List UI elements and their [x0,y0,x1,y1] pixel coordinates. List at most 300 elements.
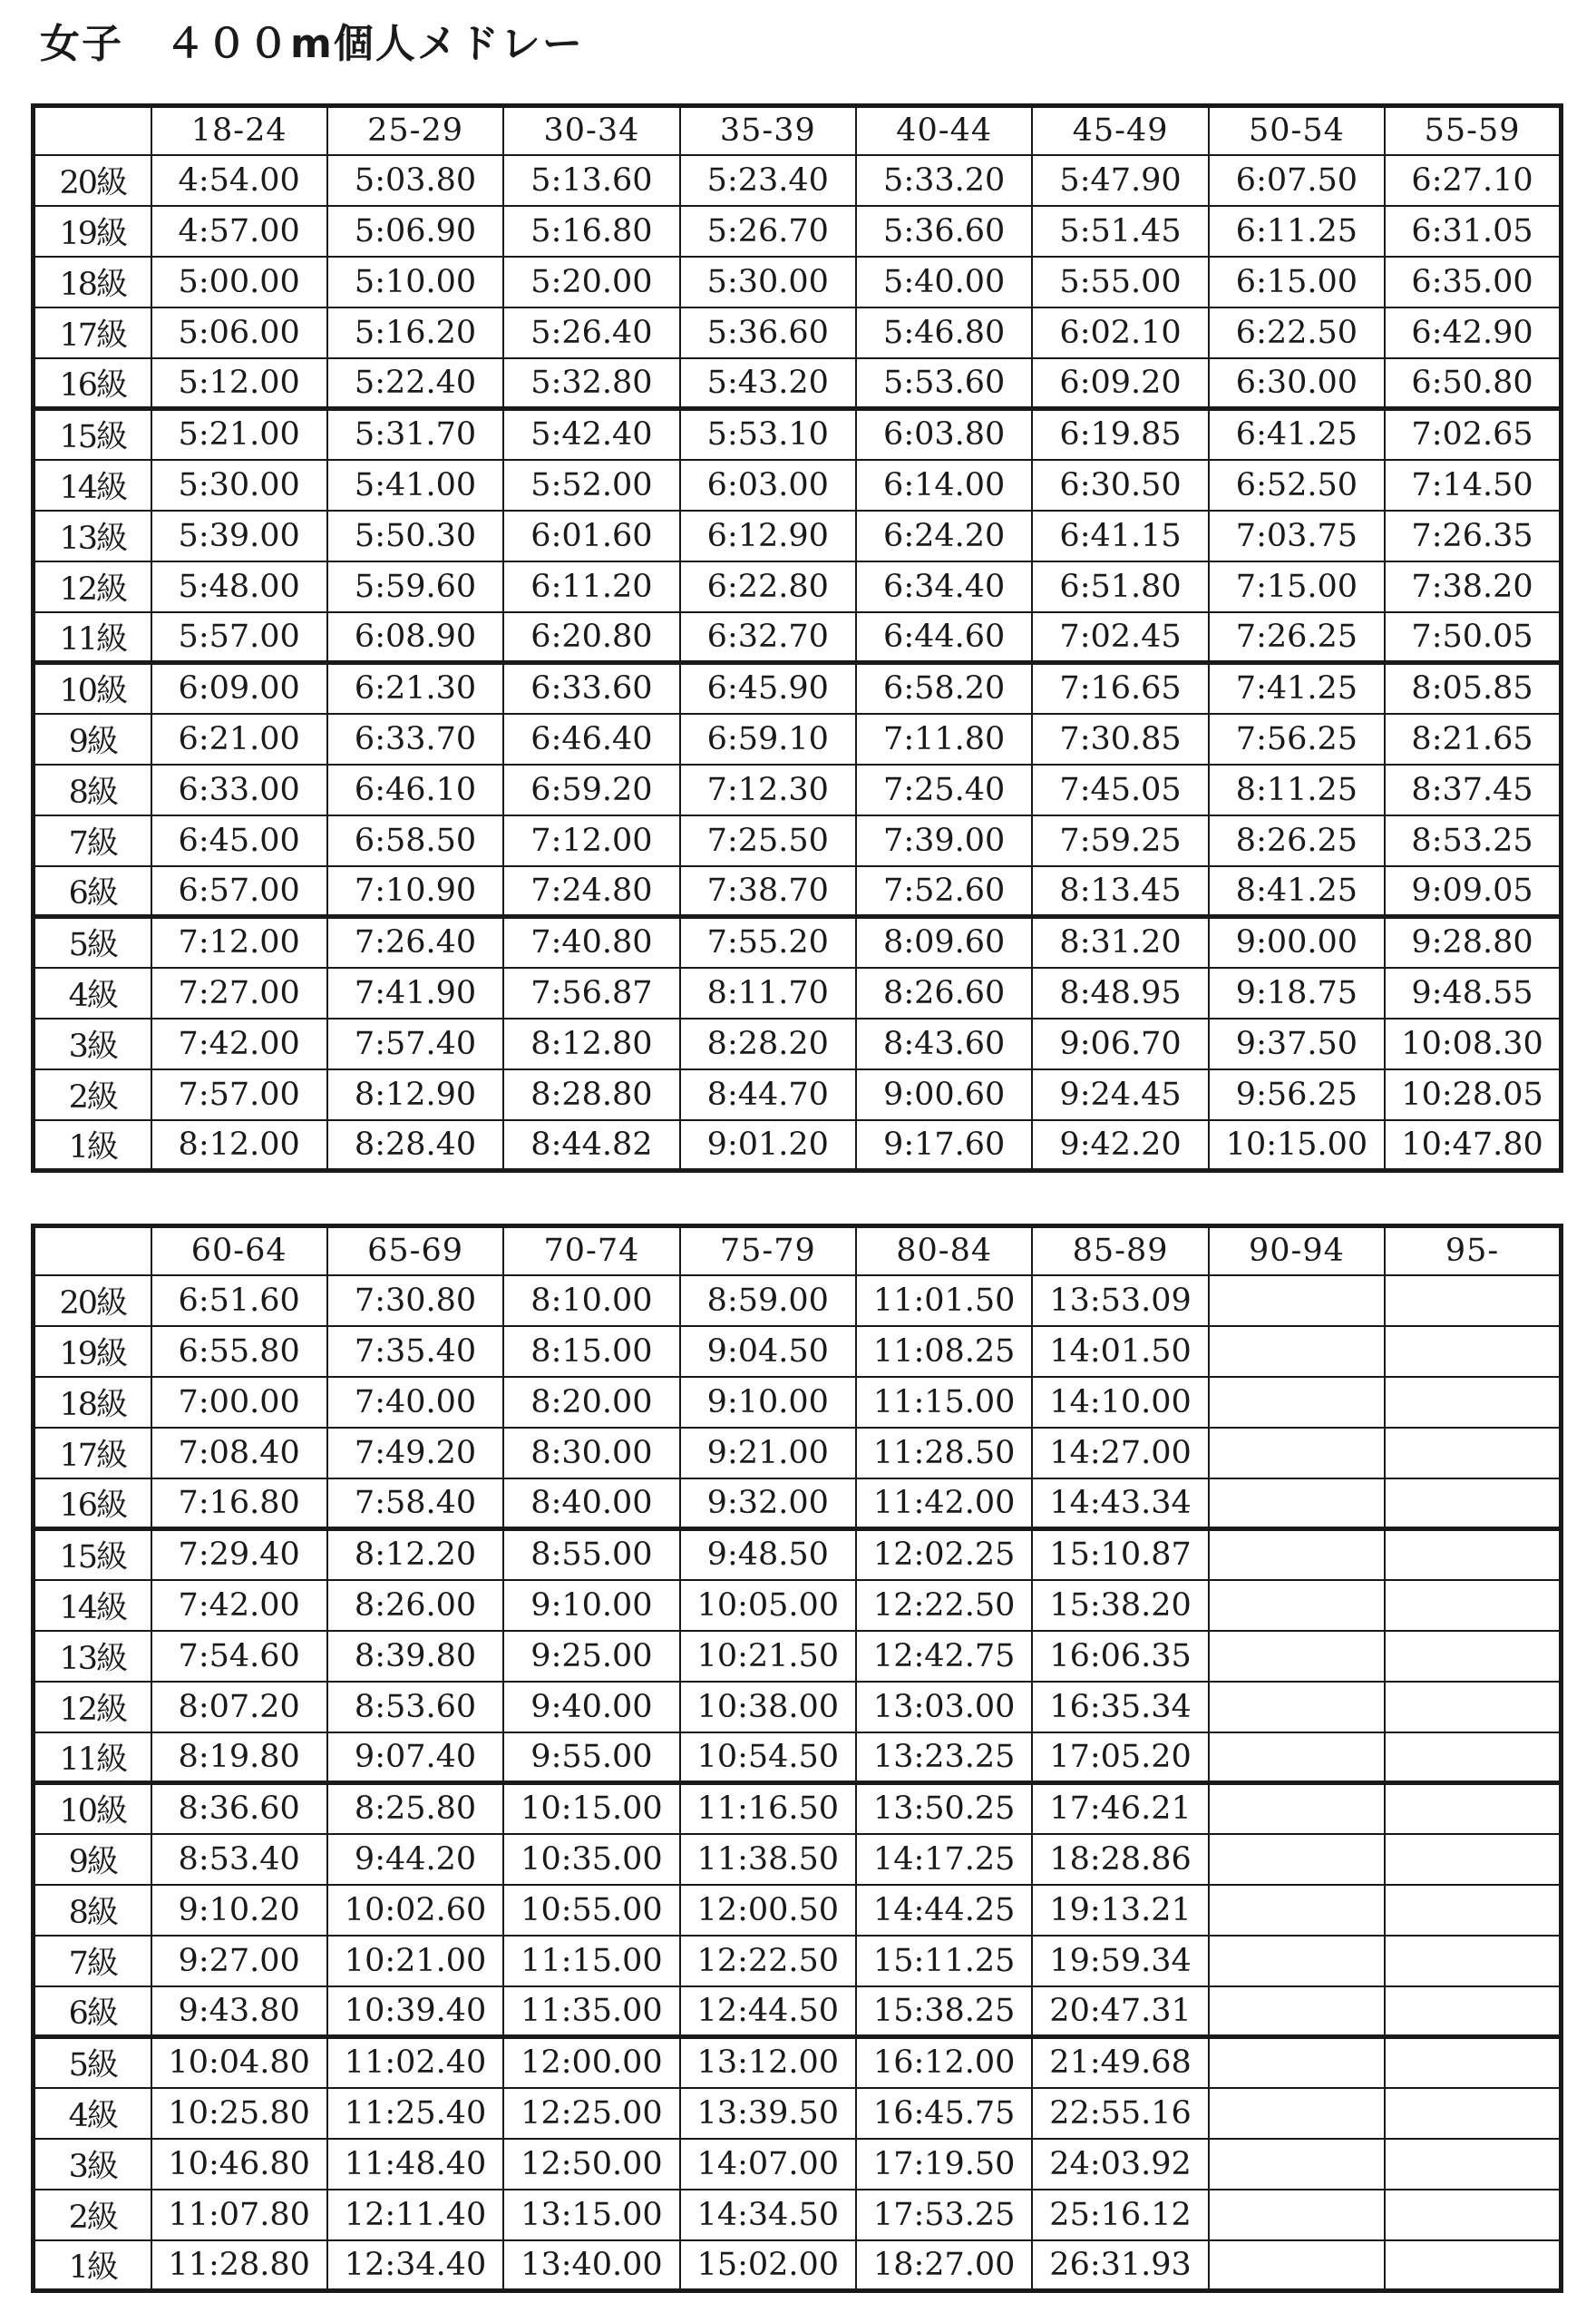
time-cell: 7:03.75 [1209,511,1385,561]
time-cell: 8:19.80 [151,1732,327,1783]
table-row [34,2240,1562,2291]
grade-label: 5級 [34,917,151,968]
time-cell: 7:27.00 [151,968,327,1019]
time-cell: 10:46.80 [151,2139,327,2190]
time-cell [1385,1936,1561,1986]
grade-label: 7級 [34,1936,151,1986]
time-cell: 9:27.00 [151,1936,327,1986]
time-cell: 7:16.65 [1032,663,1208,714]
grade-label: 17級 [34,1428,151,1478]
time-cell: 7:40.00 [327,1377,503,1428]
time-cell: 5:10.00 [327,257,503,307]
time-cell: 6:08.90 [327,612,503,663]
time-cell: 10:15.00 [1209,1120,1385,1171]
table-row [34,1428,1562,1478]
time-cell: 6:14.00 [856,460,1032,511]
time-cell: 11:15.00 [503,1936,679,1986]
time-cell: 6:51.80 [1032,561,1208,612]
time-cell: 8:25.80 [327,1783,503,1834]
time-cell: 6:52.50 [1209,460,1385,511]
time-cell: 5:53.60 [856,358,1032,409]
time-cell: 9:04.50 [680,1326,856,1377]
table-row [34,511,1562,561]
time-cell: 7:59.25 [1032,815,1208,866]
time-cell [1385,1275,1561,1326]
time-cell [1209,1428,1385,1478]
table-row [34,917,1562,968]
table-row [34,1377,1562,1428]
time-cell: 7:11.80 [856,714,1032,765]
time-cell [1385,1732,1561,1783]
time-cell: 26:31.93 [1032,2240,1208,2291]
grade-label: 14級 [34,1580,151,1631]
time-cell: 14:07.00 [680,2139,856,2190]
time-cell: 6:41.25 [1209,409,1385,460]
time-cell: 9:48.55 [1385,968,1561,1019]
time-cell: 8:44.70 [680,1069,856,1120]
table-row [34,307,1562,358]
table-row [34,968,1562,1019]
table-row [34,1986,1562,2037]
time-cell: 12:50.00 [503,2139,679,2190]
time-cell [1209,2240,1385,2291]
time-cell: 13:23.25 [856,1732,1032,1783]
time-cell: 6:33.70 [327,714,503,765]
time-cell: 10:08.30 [1385,1019,1561,1069]
time-cell [1209,2190,1385,2240]
time-cell: 7:50.05 [1385,612,1561,663]
table-row [34,1783,1562,1834]
time-cell: 11:08.25 [856,1326,1032,1377]
time-cell: 5:32.80 [503,358,679,409]
time-cell: 11:25.40 [327,2088,503,2139]
table-row [34,2088,1562,2139]
age-group-header: 80-84 [856,1226,1032,1275]
grade-table-ages-18-59 [31,103,1563,1173]
table-row [34,663,1562,714]
time-cell: 10:47.80 [1385,1120,1561,1171]
time-cell: 15:38.25 [856,1986,1032,2037]
time-cell: 12:42.75 [856,1631,1032,1682]
table-row [34,206,1562,257]
time-cell: 8:28.80 [503,1069,679,1120]
time-cell: 12:34.40 [327,2240,503,2291]
grade-label: 16級 [34,358,151,409]
time-cell: 9:42.20 [1032,1120,1208,1171]
time-cell: 12:25.00 [503,2088,679,2139]
time-cell [1209,1834,1385,1885]
time-cell [1209,1529,1385,1580]
time-cell: 8:11.25 [1209,765,1385,815]
age-group-header: 85-89 [1032,1226,1208,1275]
grade-label: 11級 [34,1732,151,1783]
time-cell [1209,2037,1385,2088]
table-row [34,1275,1562,1326]
time-cell: 10:28.05 [1385,1069,1561,1120]
time-cell: 7:42.00 [151,1580,327,1631]
time-cell: 5:22.40 [327,358,503,409]
time-cell: 6:12.90 [680,511,856,561]
time-cell: 5:06.90 [327,206,503,257]
time-cell: 14:34.50 [680,2190,856,2240]
age-group-header: 55-59 [1385,106,1561,155]
time-cell: 8:12.80 [503,1019,679,1069]
time-cell: 5:51.45 [1032,206,1208,257]
time-cell: 17:53.25 [856,2190,1032,2240]
time-cell: 5:03.80 [327,155,503,206]
time-cell [1209,1580,1385,1631]
grade-label: 4級 [34,2088,151,2139]
time-cell: 15:02.00 [680,2240,856,2291]
time-cell: 9:00.60 [856,1069,1032,1120]
age-group-header: 30-34 [503,106,679,155]
time-cell: 6:42.90 [1385,307,1561,358]
time-cell: 20:47.31 [1032,1986,1208,2037]
time-cell: 10:21.50 [680,1631,856,1682]
time-cell: 11:48.40 [327,2139,503,2190]
grade-label: 20級 [34,1275,151,1326]
grade-label: 16級 [34,1478,151,1529]
grade-label: 13級 [34,1631,151,1682]
grade-label: 15級 [34,1529,151,1580]
time-cell: 18:28.86 [1032,1834,1208,1885]
time-cell: 6:45.90 [680,663,856,714]
time-cell: 9:32.00 [680,1478,856,1529]
time-cell: 7:12.30 [680,765,856,815]
time-cell: 5:26.40 [503,307,679,358]
time-cell: 5:00.00 [151,257,327,307]
time-cell: 17:46.21 [1032,1783,1208,1834]
time-cell: 13:15.00 [503,2190,679,2240]
time-cell [1209,1326,1385,1377]
table-row [34,1120,1562,1171]
time-cell: 4:57.00 [151,206,327,257]
time-cell [1385,1428,1561,1478]
time-cell [1209,1631,1385,1682]
time-cell: 10:05.00 [680,1580,856,1631]
time-cell: 7:56.25 [1209,714,1385,765]
time-cell: 9:17.60 [856,1120,1032,1171]
table-row [34,358,1562,409]
time-cell: 10:21.00 [327,1936,503,1986]
time-cell: 9:01.20 [680,1120,856,1171]
time-cell: 5:39.00 [151,511,327,561]
time-cell: 9:28.80 [1385,917,1561,968]
table-row [34,1682,1562,1732]
time-cell: 5:16.20 [327,307,503,358]
time-cell: 12:02.25 [856,1529,1032,1580]
grade-label: 19級 [34,206,151,257]
time-cell: 7:49.20 [327,1428,503,1478]
time-cell [1385,1783,1561,1834]
time-cell: 9:00.00 [1209,917,1385,968]
time-cell: 5:52.00 [503,460,679,511]
time-cell: 8:13.45 [1032,866,1208,917]
time-cell [1385,2240,1561,2291]
time-cell: 7:10.90 [327,866,503,917]
time-cell: 8:37.45 [1385,765,1561,815]
time-cell: 8:12.00 [151,1120,327,1171]
time-cell: 8:55.00 [503,1529,679,1580]
time-cell: 6:27.10 [1385,155,1561,206]
time-cell: 6:59.20 [503,765,679,815]
time-cell: 7:26.40 [327,917,503,968]
time-cell: 8:20.00 [503,1377,679,1428]
time-cell: 9:09.05 [1385,866,1561,917]
time-cell: 11:01.50 [856,1275,1032,1326]
time-cell: 7:56.87 [503,968,679,1019]
time-cell: 11:35.00 [503,1986,679,2037]
time-cell: 12:22.50 [680,1936,856,1986]
time-cell: 7:41.25 [1209,663,1385,714]
time-cell: 7:25.50 [680,815,856,866]
time-cell [1385,2190,1561,2240]
time-cell: 5:30.00 [680,257,856,307]
time-cell: 13:50.25 [856,1783,1032,1834]
time-cell [1209,1682,1385,1732]
time-cell: 12:44.50 [680,1986,856,2037]
time-cell: 8:53.25 [1385,815,1561,866]
time-cell: 10:54.50 [680,1732,856,1783]
grade-label: 9級 [34,714,151,765]
time-cell: 7:45.05 [1032,765,1208,815]
time-cell: 14:01.50 [1032,1326,1208,1377]
time-cell: 11:38.50 [680,1834,856,1885]
time-cell: 7:41.90 [327,968,503,1019]
time-cell: 16:45.75 [856,2088,1032,2139]
table-row [34,1580,1562,1631]
time-cell: 8:12.90 [327,1069,503,1120]
time-cell: 6:32.70 [680,612,856,663]
grade-label: 7級 [34,815,151,866]
time-cell: 13:03.00 [856,1682,1032,1732]
grade-label: 10級 [34,663,151,714]
time-cell: 10:25.80 [151,2088,327,2139]
age-group-header: 70-74 [503,1226,679,1275]
grade-table-ages-60-plus [31,1224,1563,2293]
table-row [34,460,1562,511]
time-cell: 10:15.00 [503,1783,679,1834]
table-row [34,1529,1562,1580]
time-cell: 17:19.50 [856,2139,1032,2190]
time-cell: 11:16.50 [680,1783,856,1834]
table-row [34,409,1562,460]
time-cell: 11:02.40 [327,2037,503,2088]
time-cell: 10:35.00 [503,1834,679,1885]
time-cell: 16:35.34 [1032,1682,1208,1732]
time-cell: 8:05.85 [1385,663,1561,714]
time-cell: 5:21.00 [151,409,327,460]
time-cell: 6:46.10 [327,765,503,815]
time-cell: 5:16.80 [503,206,679,257]
time-cell: 5:13.60 [503,155,679,206]
time-cell: 6:03.00 [680,460,856,511]
time-cell: 7:12.00 [503,815,679,866]
time-cell: 9:21.00 [680,1428,856,1478]
time-cell: 7:02.45 [1032,612,1208,663]
table-row [34,612,1562,663]
table-row [34,2190,1562,2240]
page-title: 女子 ４００m個人メドレー [40,21,584,67]
grade-label: 20級 [34,155,151,206]
time-cell: 11:28.50 [856,1428,1032,1478]
grade-label: 12級 [34,561,151,612]
time-cell: 6:57.00 [151,866,327,917]
time-cell: 7:24.80 [503,866,679,917]
time-cell: 5:57.00 [151,612,327,663]
grade-label: 3級 [34,2139,151,2190]
time-cell: 6:15.00 [1209,257,1385,307]
time-cell: 7:08.40 [151,1428,327,1478]
time-cell: 7:52.60 [856,866,1032,917]
time-cell [1385,1682,1561,1732]
time-cell: 9:10.00 [680,1377,856,1428]
age-group-header: 35-39 [680,106,856,155]
time-cell: 5:33.20 [856,155,1032,206]
table-row [34,2139,1562,2190]
time-cell: 7:38.20 [1385,561,1561,612]
grade-label: 3級 [34,1019,151,1069]
table-row [34,1885,1562,1936]
time-cell: 11:42.00 [856,1478,1032,1529]
time-cell: 8:36.60 [151,1783,327,1834]
table-row [34,1732,1562,1783]
time-cell: 14:10.00 [1032,1377,1208,1428]
time-cell: 8:48.95 [1032,968,1208,1019]
time-cell: 6:21.00 [151,714,327,765]
grade-label: 2級 [34,2190,151,2240]
time-cell: 6:02.10 [1032,307,1208,358]
time-cell: 5:20.00 [503,257,679,307]
time-cell: 5:55.00 [1032,257,1208,307]
time-cell: 6:20.80 [503,612,679,663]
time-cell: 18:27.00 [856,2240,1032,2291]
time-cell: 15:38.20 [1032,1580,1208,1631]
grade-label: 5級 [34,2037,151,2088]
time-cell: 6:07.50 [1209,155,1385,206]
time-cell [1209,1377,1385,1428]
time-cell: 8:26.60 [856,968,1032,1019]
time-cell: 7:25.40 [856,765,1032,815]
time-cell: 9:55.00 [503,1732,679,1783]
header-row [34,106,1562,155]
grade-label: 1級 [34,2240,151,2291]
time-cell: 9:48.50 [680,1529,856,1580]
time-cell: 16:06.35 [1032,1631,1208,1682]
table-row [34,257,1562,307]
time-cell: 5:26.70 [680,206,856,257]
time-cell: 12:00.00 [503,2037,679,2088]
time-cell [1385,2088,1561,2139]
time-cell: 5:59.60 [327,561,503,612]
time-cell: 10:04.80 [151,2037,327,2088]
time-cell: 8:43.60 [856,1019,1032,1069]
time-cell: 6:59.10 [680,714,856,765]
grade-label: 2級 [34,1069,151,1120]
time-cell: 8:26.25 [1209,815,1385,866]
time-cell: 7:57.00 [151,1069,327,1120]
time-cell: 5:50.30 [327,511,503,561]
time-cell: 8:09.60 [856,917,1032,968]
time-cell: 8:15.00 [503,1326,679,1377]
time-cell: 5:12.00 [151,358,327,409]
time-cell: 6:30.50 [1032,460,1208,511]
time-cell: 7:57.40 [327,1019,503,1069]
time-cell: 6:44.60 [856,612,1032,663]
time-cell: 8:44.82 [503,1120,679,1171]
time-cell [1209,1936,1385,1986]
time-cell [1385,2139,1561,2190]
time-cell: 6:09.00 [151,663,327,714]
time-cell [1385,1631,1561,1682]
time-cell [1209,1885,1385,1936]
time-cell: 17:05.20 [1032,1732,1208,1783]
time-cell: 7:00.00 [151,1377,327,1428]
grade-label: 9級 [34,1834,151,1885]
time-cell: 7:39.00 [856,815,1032,866]
time-cell: 22:55.16 [1032,2088,1208,2139]
time-cell [1209,1986,1385,2037]
time-cell: 8:10.00 [503,1275,679,1326]
time-cell: 7:29.40 [151,1529,327,1580]
corner-cell [34,1226,151,1275]
time-cell: 5:30.00 [151,460,327,511]
time-cell: 7:26.35 [1385,511,1561,561]
age-group-header: 65-69 [327,1226,503,1275]
time-cell: 8:40.00 [503,1478,679,1529]
time-cell: 14:17.25 [856,1834,1032,1885]
age-group-header: 60-64 [151,1226,327,1275]
time-cell: 9:40.00 [503,1682,679,1732]
time-cell: 9:18.75 [1209,968,1385,1019]
table-row [34,866,1562,917]
grade-label: 8級 [34,1885,151,1936]
time-cell: 6:55.80 [151,1326,327,1377]
grade-label: 13級 [34,511,151,561]
time-cell: 7:16.80 [151,1478,327,1529]
age-group-header: 95- [1385,1226,1561,1275]
time-cell: 9:56.25 [1209,1069,1385,1120]
time-cell: 19:13.21 [1032,1885,1208,1936]
time-cell: 6:21.30 [327,663,503,714]
time-cell: 5:31.70 [327,409,503,460]
time-cell [1385,1326,1561,1377]
time-cell: 8:53.40 [151,1834,327,1885]
time-cell [1209,1478,1385,1529]
time-cell [1209,1275,1385,1326]
age-group-header: 25-29 [327,106,503,155]
time-cell: 6:58.20 [856,663,1032,714]
time-cell [1385,1580,1561,1631]
time-cell: 14:43.34 [1032,1478,1208,1529]
time-cell: 11:15.00 [856,1377,1032,1428]
table-row [34,1326,1562,1377]
time-cell: 12:00.50 [680,1885,856,1936]
time-cell: 7:40.80 [503,917,679,968]
age-group-header: 45-49 [1032,106,1208,155]
header-row [34,1226,1562,1275]
table-row [34,155,1562,206]
time-cell [1385,1377,1561,1428]
grade-label: 4級 [34,968,151,1019]
time-cell: 6:11.20 [503,561,679,612]
time-cell: 5:53.10 [680,409,856,460]
time-cell [1209,2088,1385,2139]
time-cell: 6:34.40 [856,561,1032,612]
age-group-header: 18-24 [151,106,327,155]
time-cell: 9:10.00 [503,1580,679,1631]
time-cell: 6:46.40 [503,714,679,765]
